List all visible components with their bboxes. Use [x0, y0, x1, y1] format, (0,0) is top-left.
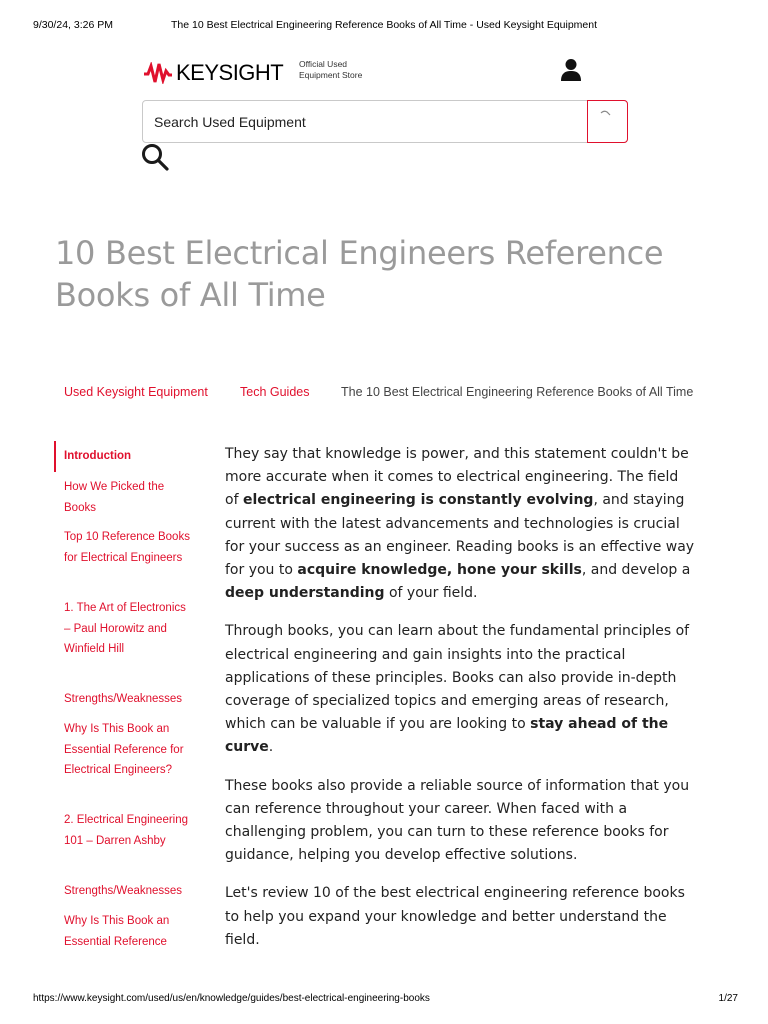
breadcrumb: [0, 385, 768, 401]
print-title: The 10 Best Electrical Engineering Reference Books of All Time - Used Keysight Equipment: [170, 19, 598, 31]
print-footer: [0, 993, 768, 1007]
print-date: 9/30/24, 3:26 PM: [33, 19, 113, 31]
toc-item-why-essential-1[interactable]: Why Is This Book an Essential Reference for Electrical Engineers?: [64, 723, 184, 776]
toc-item-strengths-weaknesses-1[interactable]: Strengths/Weaknesses: [64, 693, 183, 705]
breadcrumb-current-page: The 10 Best Electrical Engineering Reference Books of All Time: [341, 385, 694, 399]
keysight-wave-icon: [143, 62, 173, 84]
toc-item-electrical-engineering-101[interactable]: 2. Electrical Engineering 101 – Darren Ashby: [64, 814, 189, 847]
search-box: [142, 100, 628, 143]
emphasis-stay-ahead: stay ahead of the curve: [225, 716, 669, 756]
search-button[interactable]: [587, 100, 628, 143]
page-title: 10 Best Electrical Engineers Reference Books of All Time: [55, 234, 664, 314]
search-icon[interactable]: [140, 142, 170, 172]
store-tagline-line1: Official Used: [299, 59, 348, 69]
print-page-number: 1/27: [718, 993, 738, 1004]
print-url: https://www.keysight.com/used/us/en/knowledge/guides/best-electrical-engineering-books: [33, 993, 430, 1004]
article-paragraph-4: Let's review 10 of the best electrical engineering reference books to help you expand your knowledge and better understand the field.: [225, 885, 685, 948]
toc-active-indicator: [54, 441, 56, 472]
toc-item-introduction[interactable]: Introduction: [64, 450, 132, 462]
toc-item-why-essential-2[interactable]: Why Is This Book an Essential Reference: [64, 915, 170, 948]
toc-item-strengths-weaknesses-2[interactable]: Strengths/Weaknesses: [64, 885, 183, 897]
print-header: [0, 19, 768, 33]
toc-item-top-10-books[interactable]: Top 10 Reference Books for Electrical Engineers: [64, 531, 190, 564]
store-tagline: [299, 59, 389, 81]
search-button-glyph-icon: [600, 109, 614, 117]
emphasis-constantly-evolving: electrical engineering is constantly evolving: [242, 492, 594, 509]
emphasis-deep-understanding: deep understanding: [225, 585, 385, 602]
breadcrumb-used-keysight-equipment[interactable]: Used Keysight Equipment: [64, 385, 208, 399]
article-body: [225, 443, 695, 967]
breadcrumb-tech-guides[interactable]: Tech Guides: [240, 385, 310, 399]
article-paragraph-2: Through books, you can learn about the fundamental principles of electrical engineering and gain insights into the practical applications of these principles. Books can also provide in-depth coverage of specialized topics and emerging areas of research, which can be valuable if you are looking to stay ahead of the curve.: [225, 623, 690, 756]
article-paragraph-1: They say that knowledge is power, and this statement couldn't be more accurate when it comes to electrical engineering. The field of electrical engineering is constantly evolving, and staying current with the latest advancements and technologies is crucial for your success as an engineer. Reading books is an effective way for you to acquire knowledge, hone your skills, and develop a deep understanding of your field.: [225, 446, 695, 602]
keysight-logo[interactable]: [143, 60, 283, 86]
user-account-icon[interactable]: [560, 58, 582, 82]
store-tagline-line2: Equipment Store: [299, 70, 363, 80]
article-paragraph-3: These books also provide a reliable source of information that you can reference throughout your career. When faced with a challenging problem, you can turn to these reference books for guidance, helping you develop effective solutions.: [225, 777, 690, 864]
toc-item-how-we-picked[interactable]: How We Picked the Books: [64, 481, 165, 514]
emphasis-acquire-knowledge: acquire knowledge, hone your skills: [297, 562, 582, 579]
toc-item-art-of-electronics[interactable]: 1. The Art of Electronics – Paul Horowitz and Winfield Hill: [64, 602, 186, 655]
logo-text: KEYSIGHT: [176, 60, 284, 85]
site-header: [0, 55, 768, 95]
search-input[interactable]: [143, 101, 589, 142]
